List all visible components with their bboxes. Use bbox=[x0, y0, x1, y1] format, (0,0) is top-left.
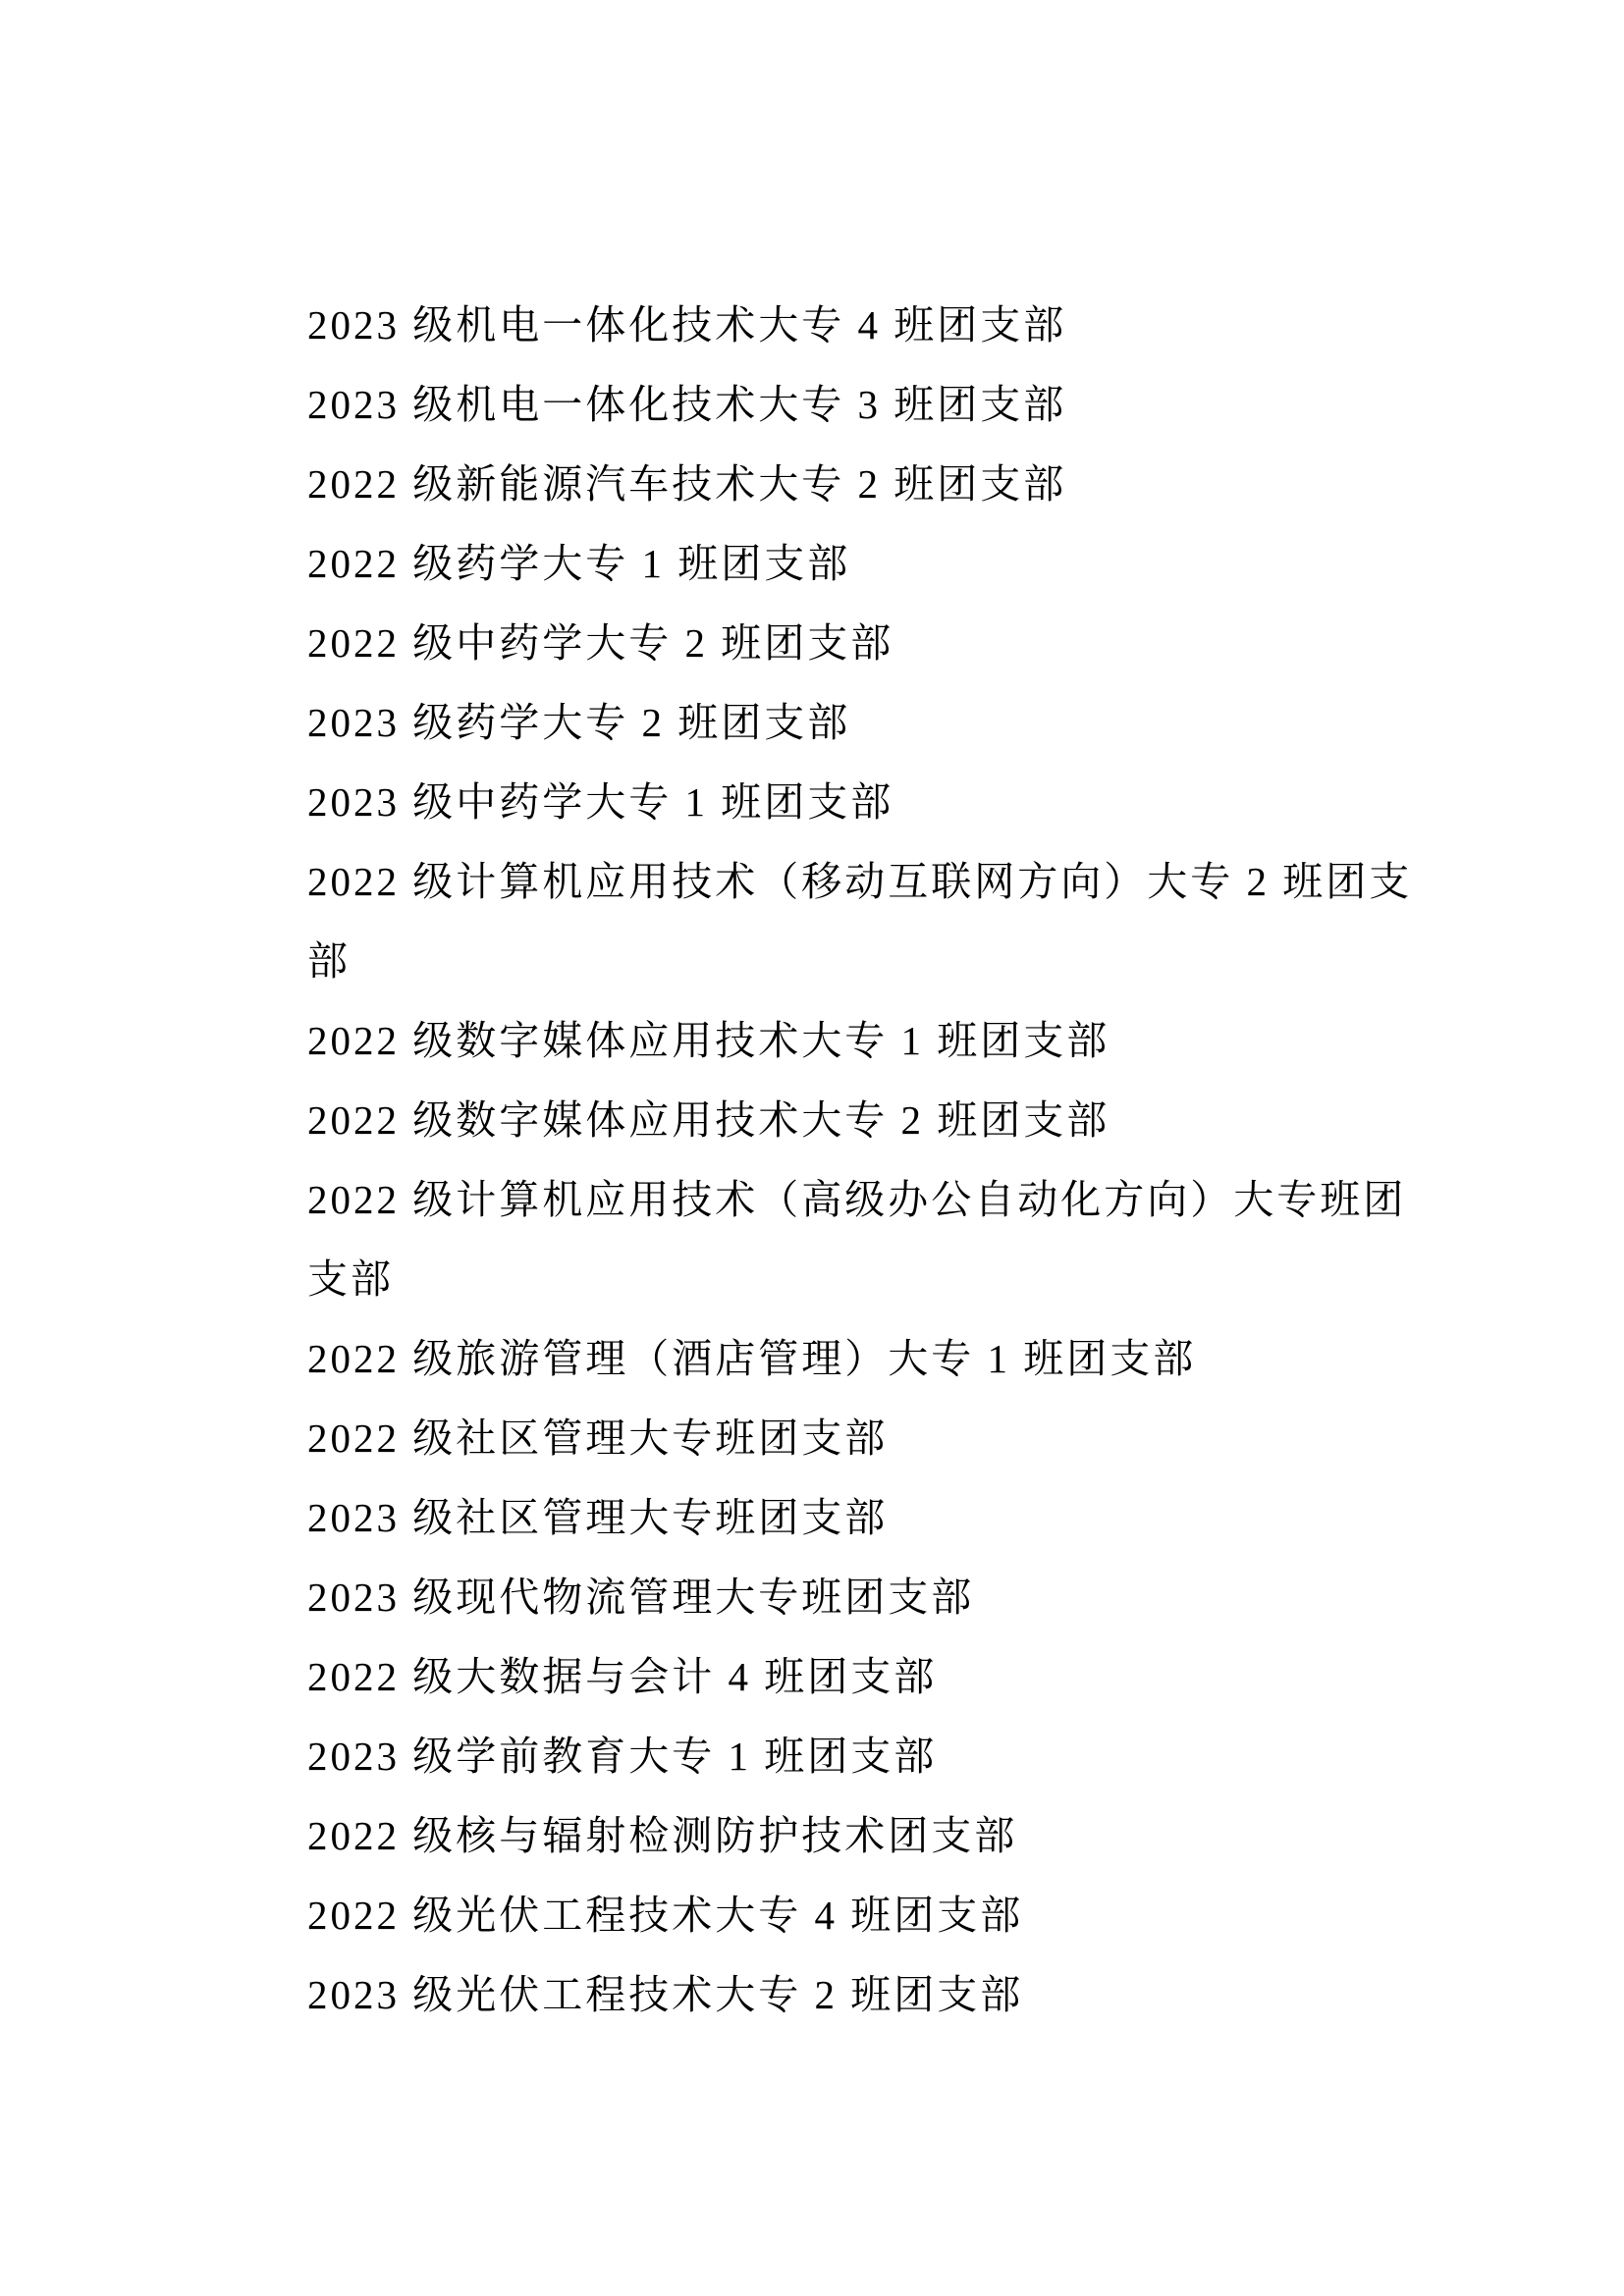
branch-list bbox=[307, 286, 1476, 2035]
branch-list-line: 2022 级新能源汽车技术大专 2 班团支部 bbox=[307, 461, 1067, 507]
branch-list-line: 2023 级光伏工程技术大专 2 班团支部 bbox=[307, 1972, 1024, 2017]
branch-list-line: 2022 级中药学大专 2 班团支部 bbox=[307, 620, 894, 666]
branch-list-line: 2022 级大数据与会计 4 班团支部 bbox=[307, 1654, 938, 1699]
branch-list-line: 2023 级社区管理大专班团支部 bbox=[307, 1495, 889, 1540]
branch-list-line: 支部 bbox=[307, 1256, 394, 1302]
branch-list-line: 2022 级光伏工程技术大专 4 班团支部 bbox=[307, 1893, 1024, 1938]
branch-list-line: 2023 级现代物流管理大专班团支部 bbox=[307, 1575, 975, 1620]
branch-list-line: 2022 级旅游管理（酒店管理）大专 1 班团支部 bbox=[307, 1336, 1197, 1381]
branch-list-line: 2022 级核与辐射检测防护技术团支部 bbox=[307, 1813, 1018, 1858]
branch-list-line: 2022 级社区管理大专班团支部 bbox=[307, 1415, 889, 1461]
branch-list-line: 2022 级数字媒体应用技术大专 1 班团支部 bbox=[307, 1018, 1110, 1063]
branch-list-line: 2023 级中药学大专 1 班团支部 bbox=[307, 779, 894, 825]
branch-list-line: 2022 级计算机应用技术（移动互联网方向）大专 2 班团支 bbox=[307, 859, 1413, 904]
branch-list-line: 部 bbox=[307, 938, 351, 984]
branch-list-line: 2023 级学前教育大专 1 班团支部 bbox=[307, 1734, 938, 1779]
branch-list-line: 2023 级机电一体化技术大专 4 班团支部 bbox=[307, 302, 1067, 347]
branch-list-line: 2023 级机电一体化技术大专 3 班团支部 bbox=[307, 382, 1067, 427]
branch-list-line: 2023 级药学大专 2 班团支部 bbox=[307, 700, 851, 745]
branch-list-line: 2022 级计算机应用技术（高级办公自动化方向）大专班团 bbox=[307, 1177, 1407, 1222]
branch-list-line: 2022 级药学大专 1 班团支部 bbox=[307, 541, 851, 586]
branch-list-line: 2022 级数字媒体应用技术大专 2 班团支部 bbox=[307, 1097, 1110, 1143]
